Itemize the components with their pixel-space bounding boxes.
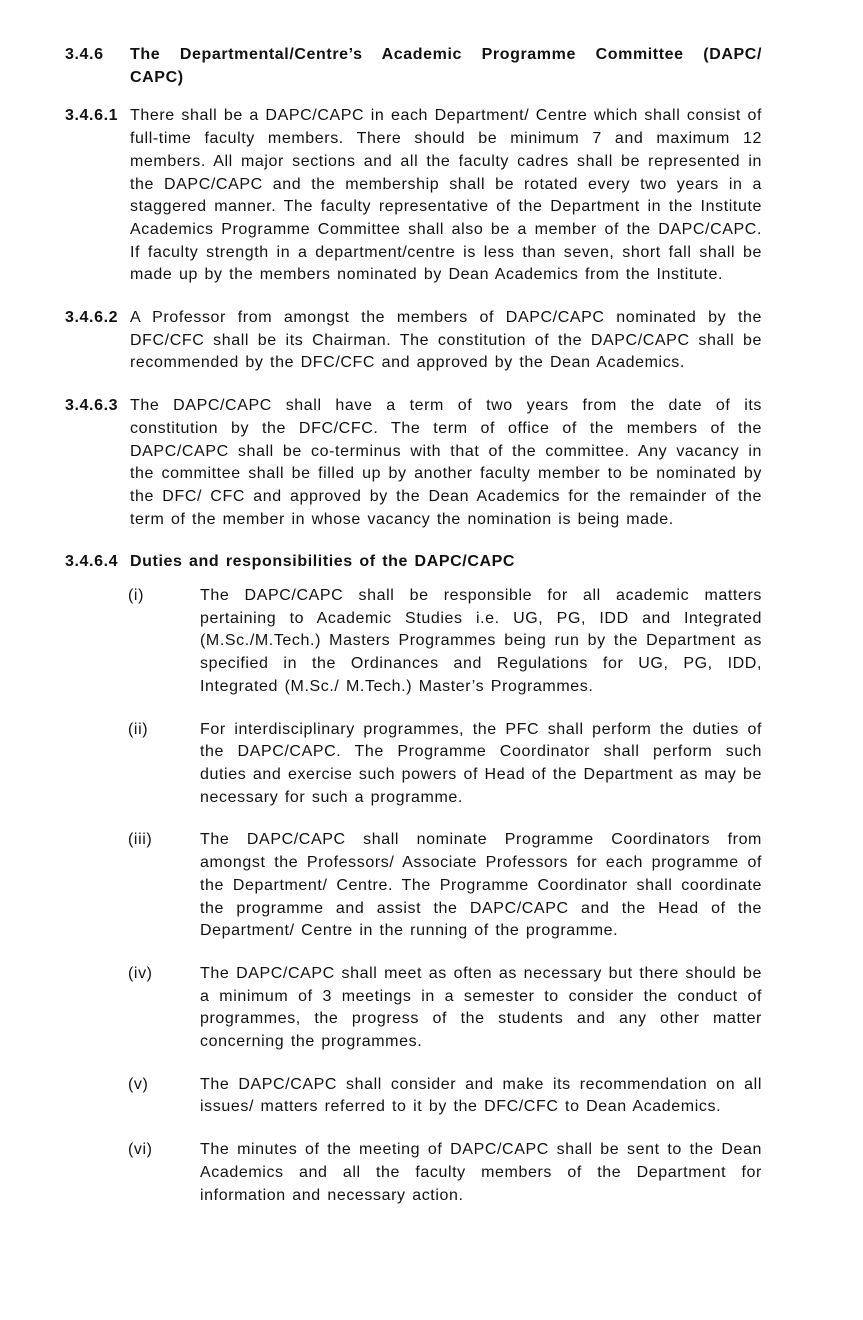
subheading-text: Duties and responsibilities of the DAPC/CAPC <box>130 553 516 571</box>
clause-3-4-6-1 <box>65 105 762 287</box>
clause-text: There shall be a DAPC/CAPC in each Department/ Centre which shall consist of full-time faculty members. There should be minimum 7 and maximum 12 members. All major sections and all the faculty cadres shall be represented in the DAPC/CAPC and the membership shall be rotated every two years in a staggered manner. The faculty representative of the Department in the Institute Academics Programme Committee shall also be a member of the DAPC/CAPC. If faculty strength in a department/centre is less than seven, short fall shall be made up by the members nominated by Dean Academics from the Institute. <box>130 107 762 284</box>
clause-number: 3.4.6.2 <box>65 309 119 327</box>
duty-text: For interdisciplinary programmes, the PFC shall perform the duties of the DAPC/CAPC. The Programme Coordinator shall perform such duties and exercise such powers of Head of the Department as may be necessary for such a programme. <box>200 720 762 806</box>
duty-text: The DAPC/CAPC shall be responsible for all academic matters pertaining to Academic Studies i.e. UG, PG, IDD and Integrated (M.Sc./M.Tech.) Masters Programmes being run by the Department as specified in the Ordinances and Regulations for UG, PG, IDD, Integrated (M.Sc./ M.Tech.) Master’s Programmes. <box>200 587 762 695</box>
duties-subheading <box>65 551 762 574</box>
duty-label: (vi) <box>128 1141 153 1159</box>
duty-label: (iii) <box>128 831 153 849</box>
duty-text: The DAPC/CAPC shall consider and make its recommendation on all issues/ matters referred to it by the DFC/CFC to Dean Academics. <box>200 1075 762 1116</box>
section-heading <box>65 44 762 89</box>
section-heading-line1: The Departmental/Centre’s Academic Programme Committee (DAPC/ <box>130 46 762 63</box>
duty-item-iii <box>128 829 762 943</box>
subheading-number: 3.4.6.4 <box>65 553 119 571</box>
duty-label: (ii) <box>128 720 149 738</box>
duty-item-ii <box>128 719 762 810</box>
clause-number: 3.4.6.1 <box>65 107 119 125</box>
duty-label: (iv) <box>128 964 153 982</box>
duty-item-i <box>128 585 762 699</box>
clause-text: The DAPC/CAPC shall have a term of two years from the date of its constitution by the DFC/CFC. The term of office of the members of the DAPC/CAPC shall be co-terminus with that of the committee. Any vacancy in the committee shall be filled up by another faculty member to be nominated by the DFC/ CFC and approved by the Dean Academics for the remainder of the term of the member in whose vacancy the nomination is being made. <box>130 397 762 528</box>
section-heading-text <box>130 44 762 89</box>
clause-3-4-6-3 <box>65 395 762 531</box>
duty-text: The minutes of the meeting of DAPC/CAPC shall be sent to the Dean Academics and all the faculty members of the Department for information and necessary action. <box>200 1141 762 1204</box>
duty-text: The DAPC/CAPC shall nominate Programme Coordinators from amongst the Professors/ Associate Professors for each programme of the Department/ Centre. The Programme Coordinator shall coordinate the programme and assist the DAPC/CAPC and the Head of the Department/ Centre in the running of the programme. <box>200 831 762 940</box>
section-heading-line2: CAPC) <box>130 68 184 86</box>
clause-3-4-6-2 <box>65 307 762 375</box>
duty-item-v <box>128 1074 762 1119</box>
duty-label: (i) <box>128 587 145 605</box>
duty-item-vi <box>128 1139 762 1207</box>
duty-label: (v) <box>128 1075 149 1093</box>
clause-text: A Professor from amongst the members of DAPC/CAPC nominated by the DFC/CFC shall be its Chairman. The constitution of the DAPC/CAPC shall be recommended by the DFC/CFC and approved by the Dean Academics. <box>130 309 762 372</box>
duty-item-iv <box>128 963 762 1054</box>
section-heading-number: 3.4.6 <box>65 46 104 63</box>
clause-number: 3.4.6.3 <box>65 397 119 415</box>
duty-text: The DAPC/CAPC shall meet as often as necessary but there should be a minimum of 3 meetings in a semester to consider the conduct of programmes, the progress of the students and any other matter concerning the programmes. <box>200 964 762 1051</box>
